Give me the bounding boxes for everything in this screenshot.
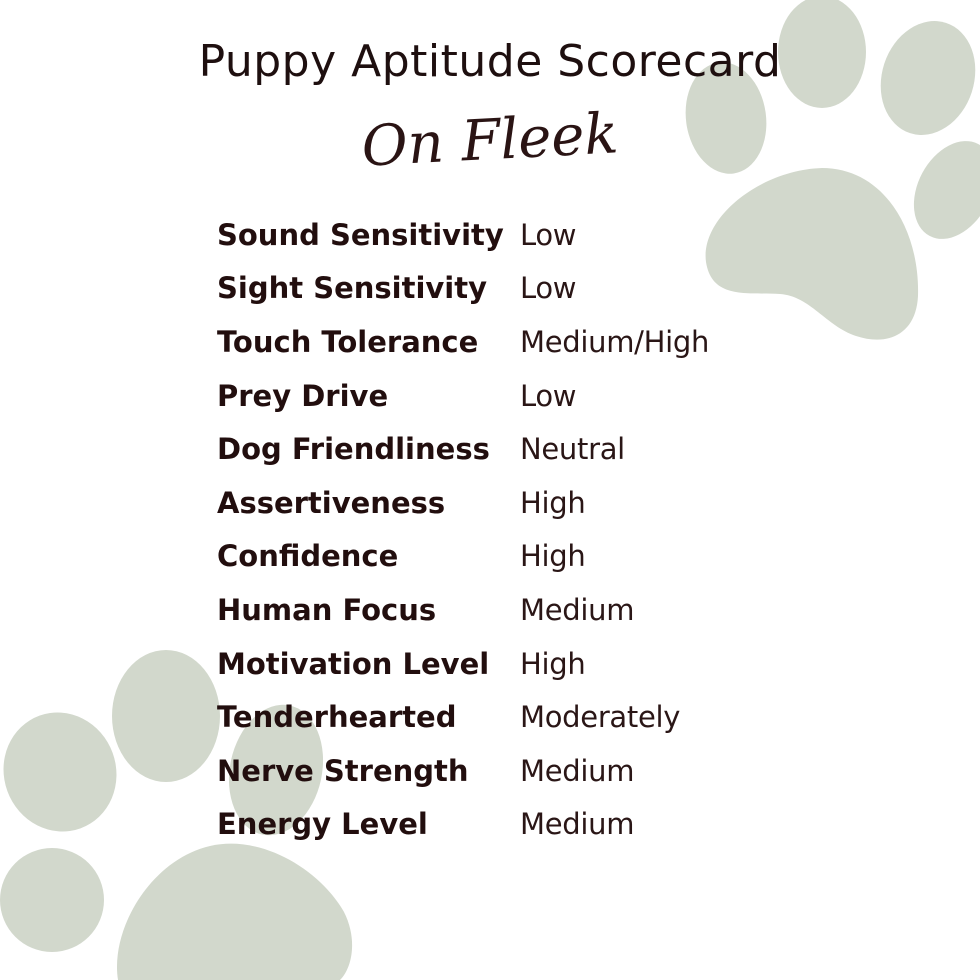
trait-row (217, 798, 709, 852)
trait-list (217, 208, 709, 851)
trait-value: Low (520, 271, 577, 306)
trait-name: Nerve Strength (217, 753, 469, 788)
trait-name: Dog Friendliness (217, 432, 490, 467)
page-title: Puppy Aptitude Scorecard (198, 36, 782, 87)
trait-name: Confidence (217, 539, 399, 574)
trait-row (217, 744, 709, 798)
trait-row (217, 262, 709, 316)
trait-row (217, 369, 709, 423)
trait-row (217, 637, 709, 691)
trait-name: Energy Level (217, 807, 428, 842)
trait-name: Prey Drive (217, 378, 389, 413)
trait-name: Assertiveness (217, 485, 446, 520)
trait-value: Low (520, 378, 577, 413)
trait-row (217, 422, 709, 476)
trait-row (217, 208, 709, 262)
trait-row (217, 583, 709, 637)
trait-value: High (520, 539, 586, 574)
trait-value: High (520, 485, 586, 520)
trait-value: Neutral (520, 432, 625, 467)
trait-name: Tenderhearted (217, 700, 457, 735)
trait-value: Low (520, 217, 577, 252)
trait-name: Human Focus (217, 592, 437, 627)
trait-value: Moderately (520, 700, 681, 735)
trait-value: High (520, 646, 586, 681)
trait-value: Medium (520, 592, 635, 627)
trait-row (217, 690, 709, 744)
trait-row (217, 530, 709, 584)
trait-name: Sound Sensitivity (217, 217, 504, 252)
page-subtitle: On Fleek (360, 101, 620, 180)
trait-name: Sight Sensitivity (217, 271, 488, 306)
trait-value: Medium/High (520, 324, 710, 359)
trait-value: Medium (520, 807, 635, 842)
trait-name: Touch Tolerance (217, 324, 479, 359)
trait-row (217, 476, 709, 530)
trait-name: Motivation Level (217, 646, 490, 681)
trait-value: Medium (520, 753, 635, 788)
trait-row (217, 315, 709, 369)
